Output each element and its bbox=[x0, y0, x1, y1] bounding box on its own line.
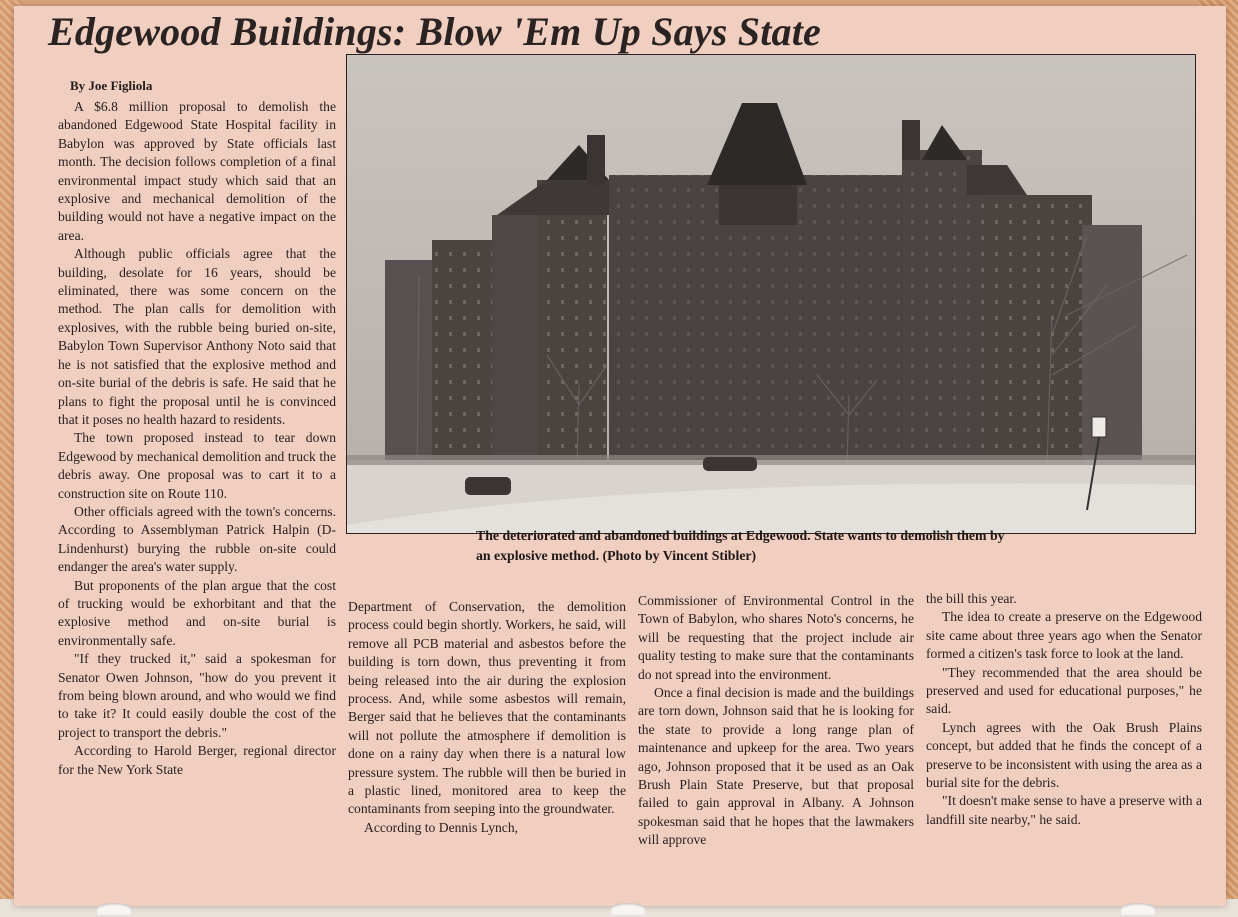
binder-hole bbox=[610, 903, 646, 915]
paragraph: Other officials agreed with the town's concerns. According to Assemblyman Patrick Halpin (D-Lindenhurst) burying the rubble on-site could endanger the area's water supply. bbox=[58, 503, 336, 575]
paragraph: But proponents of the plan argue that the cost of trucking would be exhorbitant and that the explosive method and on-site burial is environmentally safe. bbox=[58, 577, 336, 648]
paragraph: Commissioner of Environmental Control in the Town of Babylon, who shares Noto's concerns, he will be requesting that the project include air quality testing to make sure that the contaminants do not spread into the environment. bbox=[638, 593, 914, 682]
paragraph: Although public officials agree that the building, desolate for 16 years, should be eliminated, there was some concern on the method. The plan calls for demolition with explosives, with the rubble being buried on-site, Babylon Town Supervisor Anthony Noto said that he is not satisfied that the explosive method and on-site burial of the debris is safe. He said that he plans to fight the proposal until he is convinced that it poses no health hazard to residents. bbox=[58, 246, 336, 427]
binder-hole bbox=[96, 903, 132, 915]
paragraph: Lynch agrees with the Oak Brush Plains concept, but added that he finds the concept of a preserve to be inconsistent with using the area as a burial site for the debris. bbox=[926, 719, 1202, 791]
paragraph: Once a final decision is made and the buildings are torn down, Johnson said that he is looking for the state to provide a long range plan of maintenance and upkeep for the area. Two years ago, Johnson proposed that it be used as an Oak Brush Plain State Preserve, but that proposal failed to gain approval in Albany. A Johnson spokesman said that he hopes that the lawmakers will approve bbox=[638, 685, 914, 848]
headline: Edgewood Buildings: Blow 'Em Up Says State bbox=[48, 9, 821, 54]
paragraph: "They recommended that the area should be preserved and used for educational purposes," he said. bbox=[926, 664, 1202, 717]
article-column-3 bbox=[638, 592, 914, 900]
paragraph: According to Dennis Lynch, bbox=[364, 819, 519, 835]
building-photo bbox=[346, 54, 1196, 534]
article-column-2 bbox=[348, 598, 626, 900]
paragraph: the bill this year. bbox=[926, 591, 1017, 606]
paragraph: Department of Conservation, the demolition process could begin shortly. Workers, he said, will remove all PCB material and asbestos before the building is torn down, thus preventing it from being released into the air during the explosion process. And, while some asbestos will remain, Berger said that he believes that the contaminants will not pollute the atmosphere if demolition is done on a rainy day when there is a natural low pressure system. The rubble will then be buried in a plastic lined, monitored area to keep the contaminants from seeping into the groundwater. bbox=[348, 599, 626, 817]
paragraph: "It doesn't make sense to have a preserve with a landfill site nearby," he said. bbox=[926, 793, 1202, 827]
caption-line: an explosive method. (Photo by Vincent Stibler) bbox=[476, 548, 757, 563]
photo-illustration bbox=[347, 55, 1196, 534]
photo-caption bbox=[476, 526, 1116, 566]
caption-line: The deteriorated and abandoned buildings at Edgewood. State wants to demolish them by bbox=[476, 528, 1005, 543]
article-column-1 bbox=[58, 98, 336, 900]
paragraph: According to Harold Berger, regional director for the New York State bbox=[58, 743, 336, 777]
paragraph: The idea to create a preserve on the Edgewood site came about three years ago when the Senator formed a citizen's task force to look at the land. bbox=[926, 609, 1202, 662]
article-column-4 bbox=[926, 590, 1202, 900]
byline: By Joe Figliola bbox=[70, 78, 153, 93]
paragraph: A $6.8 million proposal to demolish the abandoned Edgewood State Hospital facility in Babylon was approved by State officials last month. The decision follows completion of a final environmental impact study which said that an explosive and mechanical demolition of the building would not have a negative impact on the area. bbox=[58, 99, 336, 243]
paragraph: The town proposed instead to tear down Edgewood by mechanical demolition and truck the debris away. One proposal was to cart it to a construction site on Route 110. bbox=[58, 430, 336, 501]
paragraph: "If they trucked it," said a spokesman for Senator Owen Johnson, "how do you prevent it from being blown around, and who would we find to take it? It could easily double the cost of the project to transport the debris." bbox=[58, 651, 336, 740]
binder-hole bbox=[1120, 903, 1156, 915]
